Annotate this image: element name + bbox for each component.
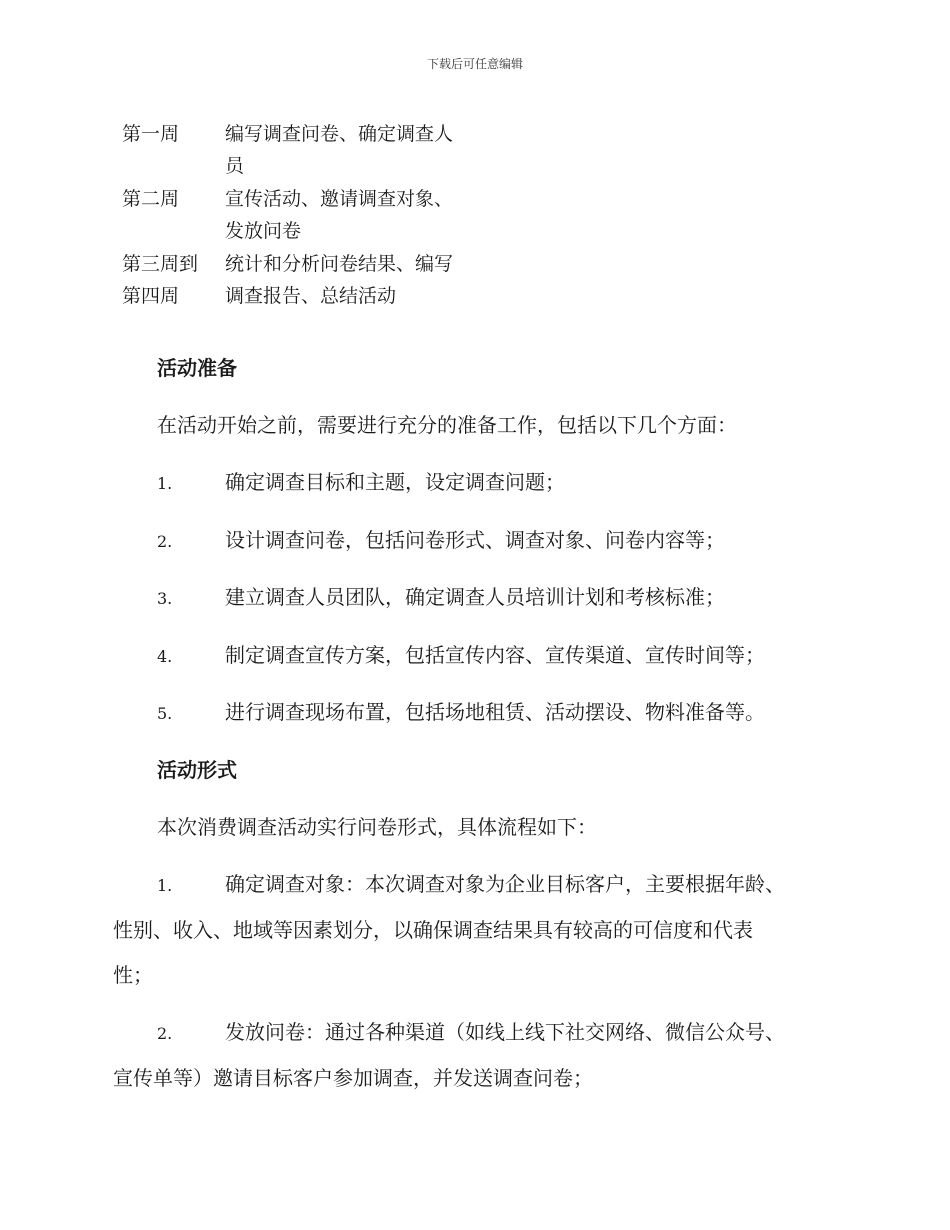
list-first-line <box>113 862 833 908</box>
list-text-continuation: 宣传单等）邀请目标客户参加调查，并发送调查问卷； <box>113 1066 593 1090</box>
list-text: 制定调查宣传方案，包括宣传内容、宣传渠道、宣传时间等； <box>225 643 765 667</box>
schedule-row <box>122 118 482 182</box>
schedule-task: 统计和分析问卷结果、编写调查报告、总结活动 <box>225 253 454 307</box>
list-text: 发放问卷：通过各种渠道（如线上线下社交网络、微信公众号、 <box>225 1020 785 1044</box>
list-number: 2. <box>157 1024 173 1043</box>
list-item <box>113 1010 833 1101</box>
schedule-task: 编写调查问卷、确定调查人员 <box>225 123 454 177</box>
list-number: 4. <box>157 647 173 666</box>
schedule-week: 第一周 <box>122 123 180 145</box>
list-item <box>157 583 725 613</box>
list-item <box>157 641 765 671</box>
list-item <box>157 468 565 498</box>
list-item <box>113 862 833 998</box>
schedule-task: 宣传活动、邀请调查对象、发放问卷 <box>225 188 454 242</box>
list-text: 建立调查人员团队，确定调查人员培训计划和考核标准； <box>225 585 725 609</box>
list-text: 进行调查现场布置，包括场地租赁、活动摆设、物料准备等。 <box>225 700 765 724</box>
list-text: 设计调查问卷，包括问卷形式、调查对象、问卷内容等； <box>225 528 725 552</box>
list-text: 确定调查目标和主题，设定调查问题； <box>225 470 565 494</box>
schedule-row <box>122 183 482 247</box>
preparation-intro: 在活动开始之前，需要进行充分的准备工作，包括以下几个方面： <box>157 413 737 437</box>
form-intro: 本次消费调查活动实行问卷形式，具体流程如下： <box>157 815 597 839</box>
list-number: 5. <box>157 704 173 723</box>
section-title-form: 活动形式 <box>157 758 237 782</box>
list-item <box>157 526 725 556</box>
section-title-preparation: 活动准备 <box>157 356 237 380</box>
list-text-continuation: 性别、收入、地域等因素划分，以确保调查结果具有较高的可信度和代表 <box>113 918 753 942</box>
list-number: 1. <box>157 876 173 895</box>
schedule-week: 第二周 <box>122 188 180 210</box>
list-number: 1. <box>157 474 173 493</box>
list-first-line <box>113 1010 833 1056</box>
schedule-row <box>122 248 482 312</box>
page-header-note: 下载后可任意编辑 <box>426 57 523 71</box>
list-text-continuation: 性； <box>113 963 153 987</box>
list-number: 2. <box>157 532 173 551</box>
schedule-week: 第三周到第四周 <box>122 253 199 307</box>
list-text: 确定调查对象：本次调查对象为企业目标客户，主要根据年龄、 <box>225 872 785 896</box>
schedule-table <box>122 118 482 313</box>
list-number: 3. <box>157 589 173 608</box>
list-item <box>157 698 765 728</box>
